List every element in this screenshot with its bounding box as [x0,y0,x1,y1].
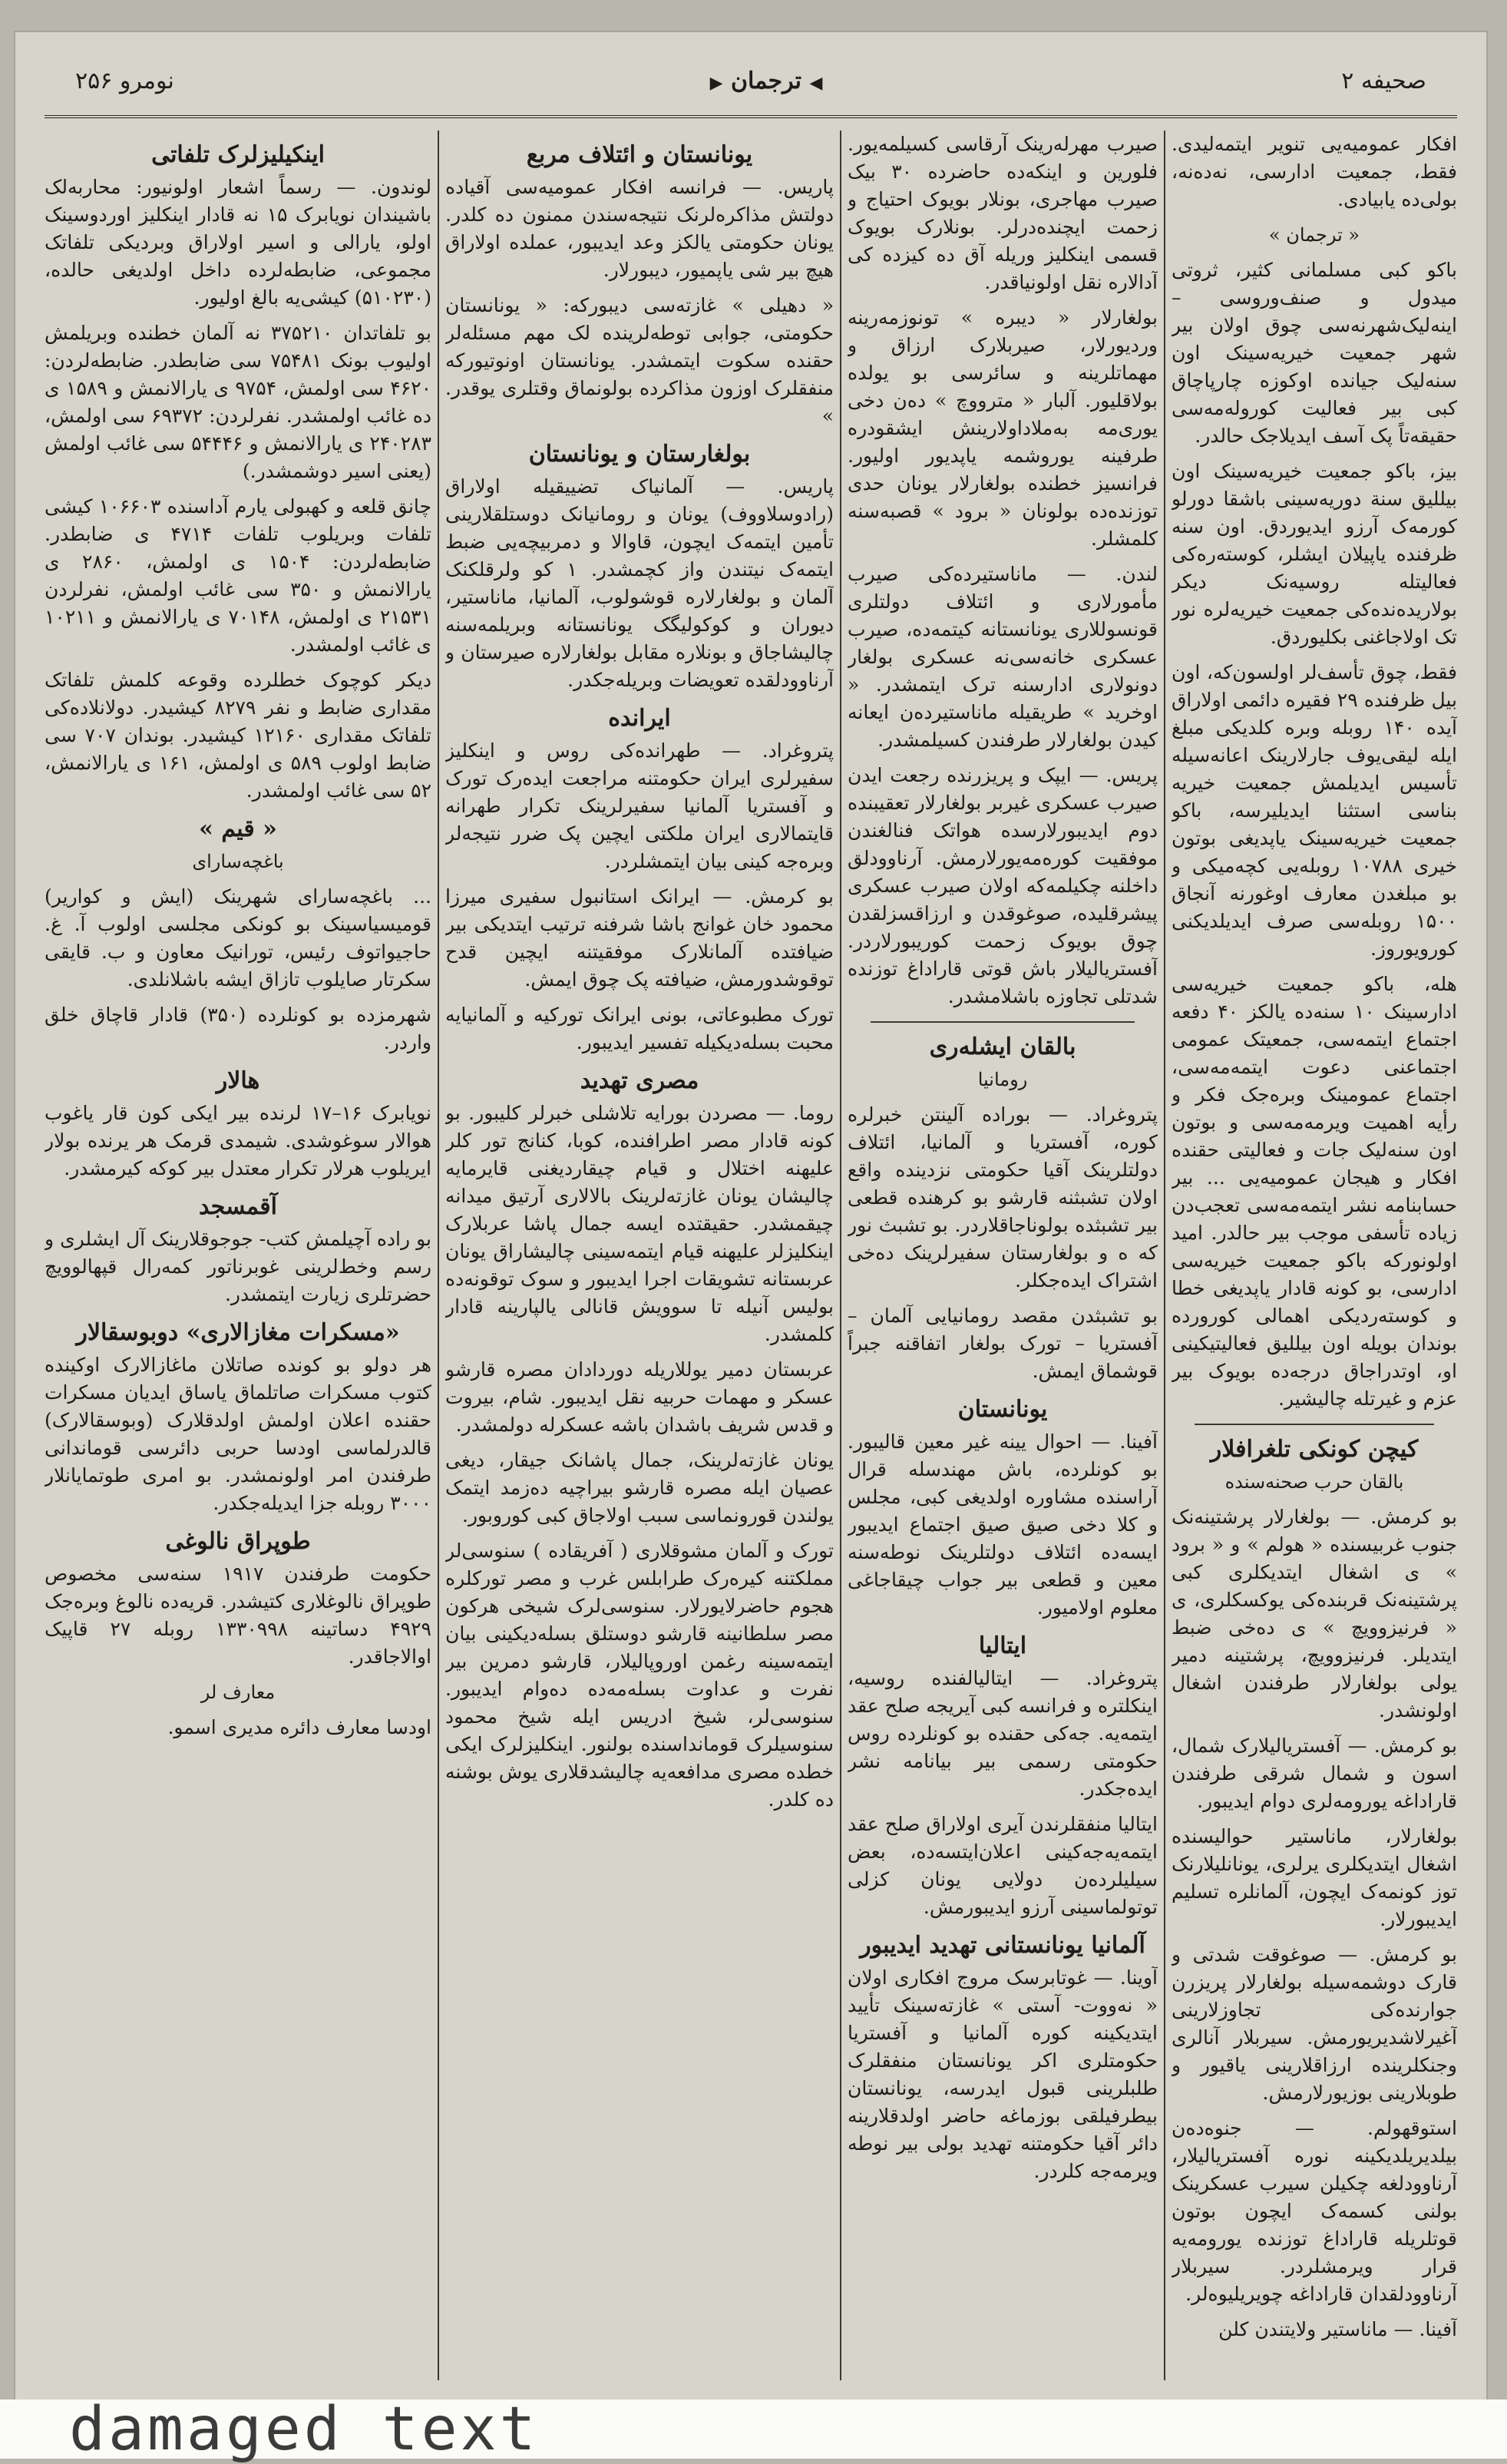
section-subheading: رومانیا [977,1069,1028,1090]
footer-strip [0,2395,1507,2464]
paragraph: پاریس. — فرانسه افکار عمومیه‌سی آقیاده دولتش مذاکره‌لرنک نتیجه‌سندن ممنون ده کلدر. یونان حکومتی یالکز وعد ایدیبور، عملده اولاراق هیچ بیر شی یاپمیور، دیبورلار. [445,176,834,281]
section-heading: « قیم » [199,815,277,842]
section-heading: طوپراق نالوغی [165,1528,311,1555]
column-rule [438,131,439,2380]
section-heading: آقمسجد [199,1193,277,1220]
section-heading: هالار [216,1067,260,1094]
paragraph: افکار عمومیه‌یی تنویر ایتمه‌لیدی. فقط، جمعیت ادارسی، نه‌ده‌نه، بولی‌ده یابیادی. [1172,133,1457,210]
newspaper-title-text: ترجمان [731,68,801,94]
column-rule [840,131,841,2380]
paragraph: هر دولو بو کونده صاتلان ماغازالارک اوکینده کتوب مسکرات صاتلماق یاساق ایدیان مسکرات حقنده اعلان اولمش اولدقلارک (وبوسقالارک) قالدرلماسی اودسا حربی دائرسی قوماندانی طرفندن امر اولونمشدر. بو امری طوتمایانلار ۳۰۰۰ روبله جزا ایدیله‌جکدر. [45,1354,431,1514]
newspaper-title [689,68,843,94]
paragraph: چانق قلعه و کهبولی یارم آداسنده ۱۰۶۶۰۳ کیشی تلفات وبریلوب تلفات ۴۷۱۴ ی ضابطدر. ضابطه‌لردن: ۱۵۰۴ ی اولمش، ۲۸۶۰ ی یارالانمش و ۳۵۰ سی غائب اولمش، نفرلردن ۲۱۵۳۱ ی اولمش، ۷۰۱۴۸ ی یارالانمش و ۱۰۲۱۱ ی غائب اولمشدر. [45,495,431,656]
signature: معارف لر [200,1682,276,1703]
section-heading: مصری تهدید [580,1067,699,1094]
paragraph: بو کرمش. — صوغوقت شدتی و قارک دوشمه‌سیله بولغارلار پریزرن جوارنده‌کی تجاوزلارینی آغیرلاشدیریورمش. سیربلار آنالری وجنکلرینده ارزاقلارینی یاقیور و طوبلارینی بوزیورلارمش. [1172,1943,1457,2104]
paragraph: پتروغراد. — بوراده آلینتن خبرلره کوره، آفستریا و آلمانیا، ائتلاف دولتلرینک آقیا حکومتی نزدینده واقع اولان تشبثنه قارشو بو کرهنده قطعی بیر تشبثده بولوناجاقلاردر. بو تشبث نور که ه و بولغارستان سفیرلرینک ده‌خی اشتراک ایده‌جکلر. [848,1103,1158,1292]
section-heading: کیچن کونکی تلغرافلار [1210,1436,1419,1463]
paragraph: بو تلفاتدان ۳۷۵۲۱۰ نه آلمان خطنده وبریلمش اولیوب بونک ۷۵۴۸۱ سی ضابطدر. ضابطه‌لردن: ۴۶۲۰ سی اولمش، ۹۷۵۴ ی یارالانمش و ۱۵۸۹ ی ده غائب اولمشدر. نفرلردن: ۶۹۳۷۲ سی اولمش، ۲۴۰۲۸۳ ی یارالانمش و ۵۴۴۴۶ سی غائب اولمش (یعنی اسیر دوشمشدر.) [45,322,431,482]
paragraph: لوندون. — رسماً اشعار اولونیور: محاربه‌لک باشیندان نویابرک ۱۵ نه قادار اینکلیز اوردوسینک اولو، یارالی و اسیر اولاراق وبردیکی تلفاتک مجموعی، ضابطه‌لرده داخل اولدیغی حالده، (۵۱۰۲۳۰) کیشی‌یه بالغ اولیور. [45,176,431,309]
section-heading: بولغارستان و یونانستان [528,441,751,468]
issue-number: نومرو ۲۵۶ [75,68,174,94]
paragraph: پتروغراد. — ایتالیا‌لفنده روسیه، اینکلتره و فرانسه کبی آیریجه صلح عقد ایتمه‌یه. جه‌کی حقنده بو کونلرده روس حکومتی رسمی بیر بیانامه نشر ایده‌جکدر. [848,1667,1158,1800]
paragraph: عربستان دمیر یوللاریله دوردادان مصره قارشو عسکر و مهمات حربیه نقل ایدیبور. شام، بیروت و قدس شریف باشدان باشه عسکرله دولمشدر. [445,1358,834,1436]
paragraph: « دهیلی » غازته‌سی دیبورکه: « یونانستان حکومتی، جوابی توطه‌لرینده لک مهم مسئله‌لر حقنده سکوت ایتمشدر. یونانستان اونوتیورکه منفقلرک اوزون مذاکرده بولونماق وقتلری یوقدر. » [445,294,834,427]
section-heading: بالقان ایشله‌ری [929,1034,1076,1060]
section-heading: «مسکرات مغازالاری» دوبوسقالار [76,1319,400,1346]
ornament-right-icon: ▶ [709,73,723,93]
paragraph: بو کرمش. — آفستریالیلارک شمال، اسون و شمال شرقی طرفندن قاراداغه یورومه‌لری دوام ایدیبور. [1172,1735,1457,1812]
paragraph: صیرب مهرله‌رینک آرقاسی کسیلمه‌یور. فلورین و اینکه‌ده حاضرده ۳۰ بیک صیرب مهاجری، بونلار بویوک احتیاج و زحمت ایچنده‌درلر. بونلارک بویوک قسمی اینکلیز وریله آق ده کیزده کی آدالاره نقل اولونیاقدر. [848,133,1158,293]
paragraph: اودسا معارف دائره مدیری اسمو. [167,1716,431,1738]
column-1 [1172,131,1457,2396]
column-4 [45,131,431,2396]
paragraph: پاریس. — آلمانیاک تضییقیله اولاراق (رادوسلاووف) یونان و رومانیانک دوستلقلارینی تأمین ایتمه‌ک ایچون، قاوالا و دمربیچه‌یی ضبط ایتمه‌ک نیتندن واز کچمشدر. ۱ کو ولرقلکنک آلمان و بولغارلاره قوشولوب، آلمانیا، ماناستیر، دیوران و کوکولیگک یونانستانه وبریلمه‌سنه چالیشاجاق و بونلاره مقابل بولغارلاره صیرستان و آرناوودلقده تعویضات وبریله‌جکدر. [445,475,834,691]
section-heading: اینکیلیزلرک تلفاتی [151,141,325,168]
paragraph: بیز، باکو جمعیت خیریه‌سینک اون بیللیق سنة دوریه‌سینی باشقا دورلو کورمه‌ک آرزو ایدیوردق. اون سنه ظرفنده یاپیلان ایشلر، کوسته‌ره‌کی فعالیتله روسیه‌نک دیکر بولاریده‌نده‌کی جمعیت خیریه‌لره نور تک اولاجاغنی بکلیوردق. [1172,460,1457,648]
paragraph: حکومت طرفندن ۱۹۱۷ سنه‌سی مخصوص طوپراق نالوغلاری کتیشدر. قریه‌ده نالوغ وبره‌جک ۴۹۲۹ دساتینه ۱۳۳۰۹۹۸ روبله ۲۷ قاپیک اوالاجاقدر. [45,1563,431,1668]
section-heading: یونانستان [957,1396,1048,1423]
paragraph: یونان غازته‌لرینک، جمال پاشانک جیقار، دیغی عصیان ایله مصره قارشو بیراچیه ده‌زمد ایتمک یولندن قورونماسی سبب اولاجاق کبی کوروبور. [445,1449,834,1526]
column-rule [1164,131,1165,2380]
paragraph: شهرمزده بو کونلرده (۳۵۰) قادار قاچاق خلق واردر. [45,1004,431,1053]
paragraph: بولغارلار « دیبره » تونوزمه‌رینه وردیورلار، صیربلارک ارزاق و مهماتلرینه و سائرسی بو یولده بولاقلیور. آلبار « مترووچ » ده‌ن دخی یوری‌مه به‌ملاداولارینش ایشقودره طرفینه یوروشمه یاپدیور اولیور. فرانسیز خطنده بولغارلار یونان حدی توزنده‌ده بولونان « برود » قصبه‌سنه کلمشلر. [848,306,1158,550]
signature: « ترجمان » [1268,224,1360,246]
section-heading: ایرانده [608,705,671,732]
paragraph: بو تشبثدن مقصد رومانیایی آلمان – آفستریا – تورک بولغار اتفاقنه جبراً قوشماق ایمش. [848,1305,1158,1382]
paragraph: ... باغچه‌سارای شهرینک (ایش و کواریر) قومیسیاسینک بو کونکی مجلسی اولوب آ. غ. حاجیواتوف رئیس، تورانیک معاون و ب. قایقی سکرتار صایلوب تازاق ایشه باشلانلدی. [45,885,431,991]
page-number: صحیفه ۲ [1341,68,1426,94]
section-heading: یونانستان و ائتلاف مربع [526,141,753,168]
paragraph: روما. — مصردن بورایه تلاشلی خبرلر کلیبور. بو کونه قادار مصر اطرافنده، کوبا، کنانج تور کلر علیهنه اختلال و قیام چیقاردیغنی قایرمایه چالیشان یونان غازته‌لرینک بالالاری آرتیق میدانه چیقمشدر. حقیقتده ایسه جمال پاشا عربلارک اینکلیزلر علیهنه قیام ایتمه‌سینی چالیشاراق یونان عربستانه تشویقات اجرا ایدیبور و سوک توقونه‌ده بولیس آنیله تا سوویش قانالی یالپارینه قادار کلمشدر. [445,1102,834,1345]
divider [1195,1424,1434,1425]
paragraph: آفینا. — ماناستیر ولایتندن کلن [1218,2318,1457,2340]
column-2 [848,131,1158,2396]
paragraph: فقط، چوق تأسف‌لر اولسون‌که، اون بیل ظرفنده ۲۹ فقیره دائمی اولاراق آیده ۱۴۰ روبله وبره کلدیکی مبلغ ایله لیقی‌یوف جارلارینک اعانه‌سیله تأسیس ایدیلمش جمعیت خیریه بناسی استثنا ایدیلیرسه، باکو جمعیت خیریه‌سینک یاپدیغی بوتون خیری ۱۰۷۸۸ روبله‌یی کچه‌میکی و بو مبلغدن معارف اوغورنه آنجاق ۱۵۰۰ روبله‌سی صرف ایدیلدیکنی کورویوروز. [1172,661,1457,960]
section-heading: آلمانیا یونانستانی تهدید ایدیبور [860,1932,1145,1959]
paragraph: باکو کبی مسلمانی کثیر، ثروتی میدول و صنف‌وروسی – اینه‌لیک‌شهرنه‌سی چوق اولان بیر شهر جمعیت خیریه‌سینک اون سنه‌لیک جیانده اوکوزه چارپاچاق کبی بیر فعالیت کوروله‌مه‌سی حقیقه‌تاً پک آسف ایدیلاجک حالدر. [1172,259,1457,447]
paragraph: دیکر کوچوک خطلرده وقوعه کلمش تلفاتک مقداری ضابط و نفر ۸۲۷۹ کیشیدر. دولانلاده‌کی تلفاتک مقداری ۱۲۱۶۰ کیشیدر. بوندان ۷۰۷ سی ضابط اولوب ۵۸۹ ی اولمش، ۱۶۱ ی یارالانمش، ۵۲ سی غائب اولمشدر. [45,669,431,802]
column-3 [445,131,834,2396]
paragraph: بو کرمش. — ایرانک استانبول سفیری میرزا محمود خان غوانج باشا شرفنه ترتیب ایتدیکی بیر ضیافتده آلمانلارک موفقیتنه ایچین قدح توقوشدورمش، ضیافته پک چوق ایمش. [445,885,834,991]
masthead [45,54,1457,118]
paragraph: پریس. — ایپک و پریزرنده رجعت ایدن صیرب عسکری غیربر بولغارلار تعقیبنده دوم ایدیبورلارسده هواتک فنالغندن موفقیت کوره‌مه‌یورلارمش. آرناوودلق داخلنه چکیلمه‌که اولان صیرب عسکری پیشرقلیده، صوغوقدن و ارزاقسزلقدن چوق بویوک زحمت کوریبورلاردر. آفستریالیلار باش قوتی قاراداغ توزنده شدتلی تجاوزه باشلامشدر. [848,764,1158,1007]
paragraph: پتروغراد. — طهرانده‌کی روس و اینکلیز سفیرلری ایران حکومتنه مراجعت ایده‌رک تورک و آفستریا آلمانیا سفیرلرینک تکرار طهرانه قایتمالاری ایران ملکتی ایچین پک ضرر نتیجه‌لر وبره‌جه کینی بیان ایتمشلردر. [445,739,834,872]
paragraph: بو راده آچیلمش کتب- جوجوقلارینک آل ایشلری و رسم وخط‌لرینی غوبرناتور کمه‌رال قپهالوویچ حضرتلری زیارت ایتمشدر. [45,1228,431,1305]
paragraph: آوینا. — غوتابرسک مروج افکاری اولان « نه‌ووت- آستی » غازته‌سینک تأیید ایتدیکینه کوره آلمانیا و آفستریا حکومتلری اکر یونانستان منفقلرک طلبلرینی قبول ایدرسه، یونانستان بیطرفیلقی بوزماغه حاضر اولدقلارینه دائر آقیا حکومتنه تهدید بولی بیر نوطه ویرمه‌جه کلردر. [848,1966,1158,2182]
paragraph: آفینا. — احوال یینه غیر معین قالیبور. بو کونلرده، باش مهندسله قرال آراسنده مشاوره اولدیغی کبی، مجلس و کلا دخی صیق صیق اجتماع ایدیبور ایسه‌ده ائتلاف دولتلرینک نوطه‌سنه معین و قطعی بیر جواب چیقاجاغی معلوم اولامیور. [848,1430,1158,1619]
paragraph: استوقهولم. — جنوه‌ده‌ن بیلدیریلدیکینه نوره آفستریالیلار، آرناوودلغه چکیلن سیرب عسکرینک بولنی کسمه‌ک ایچون بوتون قوتلریله قاراداغ توزنده یورومه‌یه قرار ویرمشلردر. سیربلار آرناوودلقدان قاراداغه چویریلیوه‌لر. [1172,2117,1457,2305]
paragraph: ایتالیا منفقلرندن آیری اولاراق صلح عقد ایتمه‌یه‌جه‌کینی اعلان‌ایتسه‌ده، بعض سیلیلرده‌ن دولایی یونان کزلی توتولماسینی آرزو ایدیبورمش. [848,1813,1158,1918]
damaged-text-label: damaged text [69,2395,539,2464]
paragraph: هله، باکو جمعیت خیریه‌سی ادارسینک ۱۰ سنه‌ده یالکز ۴۰ دفعه اجتماع ایتمه‌سی، جمعیتک عمومی اجتماعنی دعوت ایتمه‌مه‌سی، اجتماع عمومینک وبره‌جک فکر و رأیه اهمیت ویرمه‌مه‌سی و بوتون اون سنه‌لیک جات و فعالیتی حقنده افکار و هیجان عمومیه‌یی ... بیر حسابنامه نشر ایتمه‌مه‌سی تعجب‌دن زیاده تأسفی موجب بیر حالدر. امید اولونورکه باکو جمعیت خیریه‌سی ادارسی، بو کونه قادار یاپدیغی خطا و کوسته‌ردیکی اهمالی کورورده بوندان بویله اون بیللیق فعالیتیکینی او، اوتدراجاق درجه‌ده بویوک بیر عزم و غیرتله چالیشیر. [1172,973,1457,1410]
section-subheading: باغچه‌سارای [192,851,284,872]
paragraph: لندن. — ماناستیرده‌کی صیرب مأمورلاری و ائتلاف دولتلری قونسوللاری یونانستانه کیتمه‌ده، صیرب عسکری خانه‌سی‌نه عسکری بولغار دونولاری ادارسنه ترک ایتمشدر. « اوخرید » طریقیله ماناستیرده‌ن ایعانه کیدن بولغارلار طرفندن کسیلمشدر. [848,563,1158,751]
paragraph: نویابرک ۱۶–۱۷ لرنده بیر ایکی کون قار یاغوب هوالار سوغوشدی. شیمدی قرمک هر یرنده بولار ایریلوب هرلار تکرار معتدل بیر کوکه کیرمشدر. [45,1102,431,1179]
paragraph: تورک مطبوعاتی، بونی ایرانک تورکیه و آلمانیایه محبت بسله‌دیکیله تفسیر ایدیبور. [445,1004,834,1053]
paragraph: بولغارلار، ماناستیر حوالیسنده اشغال ایتدیکلری یرلری، یونانلیلارنک توز کونمه‌ک ایچون، آلمانلره تسلیم ایدیبورلار. [1172,1825,1457,1930]
divider [871,1021,1135,1023]
paragraph: تورک و آلمان مشوقلاری ( آفریقاده ) سنوسی‌لر مملکتنه کیره‌رک طرابلس غرب و مصر تورکلره هجوم حاضرلایورلار. سنوسی‌لرک شیخی هرکون مصر سلطانینه قارشو دوستلق بسله‌دیکینی بیان ایتمه‌سینه رغمن اوروپالیلار، قارشو دمرین بیر نفرت و عداوت بسله‌مه‌ده ده‌وام ایدیبور. سنوسی‌لر، شیخ ادریس ایله شیخ محمود سنوسیلرک قومانداسنده بولنور. اینکلیزلرک ایکی خطده مصری مدافعه‌یه چالیشدقلاری یوش بوشنه ده کلدر. [445,1540,834,1811]
newspaper-page [14,31,1488,2419]
paragraph: بو کرمش. — بولغارلار پرشتینه‌نک جنوب غربیسنده « هولم » و « برود » ی اشغال ایتدیکلری کبی پرشتینه‌نک قربنده‌کی یوکسکلری، ی « فرنیزوویچ » ی ده‌خی ضبط ایتدیلر. فرنیزوویچ، پرشتینه دمیر یولی بولغارلار طرفندن اشغال اولونشدر. [1172,1506,1457,1721]
section-subheading: بالقان حرب صحنه‌سنده [1224,1471,1404,1493]
section-heading: ایتالیا [978,1632,1027,1659]
ornament-left-icon: ◀ [809,73,823,93]
